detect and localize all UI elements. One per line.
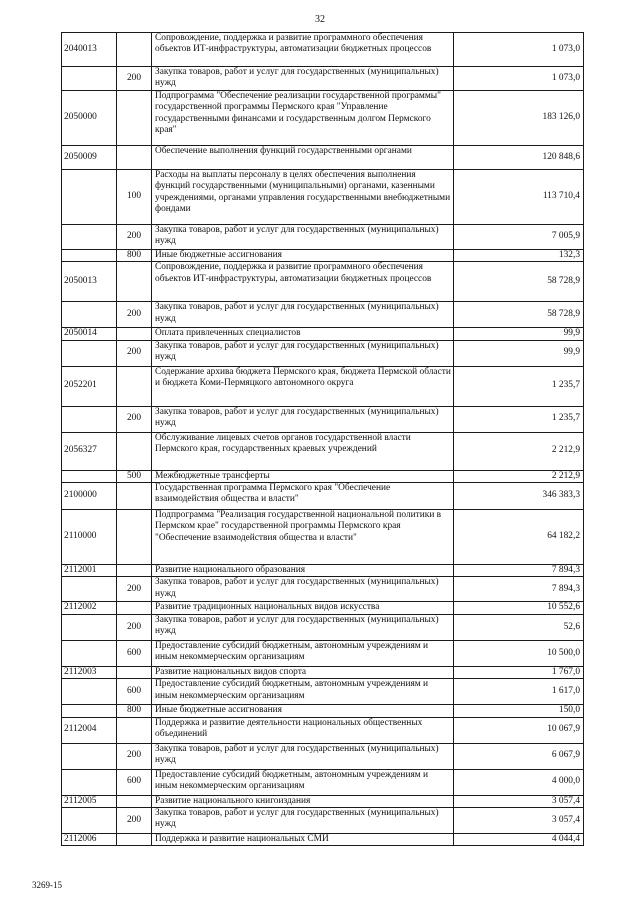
name-cell: Поддержка и развитие деятельности национальных общественных объединений bbox=[152, 717, 454, 743]
name-cell: Оплата привлеченных специалистов bbox=[152, 328, 454, 340]
code-cell bbox=[62, 67, 117, 91]
amount-cell: 1 617,0 bbox=[454, 679, 584, 705]
name-cell: Закупка товаров, работ и услуг для государственных (муниципальных) нужд bbox=[152, 808, 454, 834]
expense-type-cell bbox=[117, 510, 152, 565]
expense-type-cell bbox=[117, 328, 152, 340]
table-row bbox=[62, 602, 584, 614]
table-row bbox=[62, 577, 584, 602]
table-row bbox=[62, 432, 584, 470]
amount-cell: 10 067,9 bbox=[454, 717, 584, 743]
amount-cell: 183 126,0 bbox=[454, 90, 584, 145]
amount-cell: 7 005,9 bbox=[454, 224, 584, 249]
expense-type-cell: 200 bbox=[117, 577, 152, 602]
table-row bbox=[62, 366, 584, 406]
code-cell: 2056327 bbox=[62, 432, 117, 470]
amount-cell: 1 767,0 bbox=[454, 666, 584, 678]
code-cell bbox=[62, 470, 117, 482]
code-cell bbox=[62, 224, 117, 249]
table-row bbox=[62, 834, 584, 846]
expense-type-cell bbox=[117, 262, 152, 302]
table-row bbox=[62, 33, 584, 67]
expense-type-cell: 200 bbox=[117, 743, 152, 769]
expense-type-cell bbox=[117, 717, 152, 743]
code-cell bbox=[62, 679, 117, 705]
expense-type-cell bbox=[117, 432, 152, 470]
table-row bbox=[62, 614, 584, 640]
table-row bbox=[62, 743, 584, 769]
amount-cell: 113 710,4 bbox=[454, 169, 584, 224]
expense-type-cell bbox=[117, 666, 152, 678]
name-cell: Закупка товаров, работ и услуг для государственных (муниципальных) нужд bbox=[152, 224, 454, 249]
expense-type-cell: 800 bbox=[117, 249, 152, 261]
code-cell: 2112004 bbox=[62, 717, 117, 743]
table-row bbox=[62, 406, 584, 432]
code-cell: 2040013 bbox=[62, 33, 117, 67]
expense-type-cell bbox=[117, 602, 152, 614]
amount-cell: 4 000,0 bbox=[454, 769, 584, 795]
amount-cell: 132,3 bbox=[454, 249, 584, 261]
expense-type-cell: 200 bbox=[117, 224, 152, 249]
table-row bbox=[62, 340, 584, 366]
amount-cell: 99,9 bbox=[454, 328, 584, 340]
name-cell: Сопровождение, поддержка и развитие программного обеспечения объектов ИТ-инфраструктуры, автоматизации бюджетных процессов bbox=[152, 262, 454, 302]
expense-type-cell: 600 bbox=[117, 679, 152, 705]
amount-cell: 64 182,2 bbox=[454, 510, 584, 565]
name-cell: Обеспечение выполнения функций государственными органами bbox=[152, 145, 454, 169]
code-cell bbox=[62, 406, 117, 432]
code-cell: 2052201 bbox=[62, 366, 117, 406]
code-cell bbox=[62, 743, 117, 769]
amount-cell: 1 073,0 bbox=[454, 67, 584, 91]
amount-cell: 6 067,9 bbox=[454, 743, 584, 769]
name-cell: Развитие традиционных национальных видов искусства bbox=[152, 602, 454, 614]
expense-type-cell bbox=[117, 90, 152, 145]
expense-type-cell: 800 bbox=[117, 705, 152, 717]
expense-type-cell: 200 bbox=[117, 808, 152, 834]
code-cell: 2050000 bbox=[62, 90, 117, 145]
code-cell bbox=[62, 769, 117, 795]
table-row bbox=[62, 302, 584, 328]
name-cell: Закупка товаров, работ и услуг для государственных (муниципальных) нужд bbox=[152, 302, 454, 328]
table-row bbox=[62, 145, 584, 169]
name-cell: Сопровождение, поддержка и развитие программного обеспечения объектов ИТ-инфраструктуры, автоматизации бюджетных процессов bbox=[152, 33, 454, 67]
expense-type-cell: 500 bbox=[117, 470, 152, 482]
name-cell: Межбюджетные трансферты bbox=[152, 470, 454, 482]
code-cell: 2100000 bbox=[62, 483, 117, 510]
code-cell: 2050013 bbox=[62, 262, 117, 302]
name-cell: Закупка товаров, работ и услуг для государственных (муниципальных) нужд bbox=[152, 743, 454, 769]
table-row bbox=[62, 679, 584, 705]
expense-type-cell bbox=[117, 483, 152, 510]
expense-type-cell bbox=[117, 145, 152, 169]
expense-type-cell bbox=[117, 834, 152, 846]
table-row bbox=[62, 90, 584, 145]
amount-cell: 99,9 bbox=[454, 340, 584, 366]
amount-cell: 2 212,9 bbox=[454, 432, 584, 470]
table-row bbox=[62, 249, 584, 261]
table-row bbox=[62, 169, 584, 224]
budget-table-body bbox=[62, 33, 584, 846]
name-cell: Закупка товаров, работ и услуг для государственных (муниципальных) нужд bbox=[152, 340, 454, 366]
name-cell: Предоставление субсидий бюджетным, автономным учреждениям и иным некоммерческим организациям bbox=[152, 679, 454, 705]
code-cell bbox=[62, 302, 117, 328]
code-cell: 2112003 bbox=[62, 666, 117, 678]
amount-cell: 4 044,4 bbox=[454, 834, 584, 846]
name-cell: Иные бюджетные ассигнования bbox=[152, 705, 454, 717]
code-cell: 2050014 bbox=[62, 328, 117, 340]
expense-type-cell: 200 bbox=[117, 614, 152, 640]
code-cell: 2112005 bbox=[62, 795, 117, 807]
name-cell: Развитие национального книгоиздания bbox=[152, 795, 454, 807]
code-cell bbox=[62, 614, 117, 640]
amount-cell: 3 057,4 bbox=[454, 808, 584, 834]
table-row bbox=[62, 483, 584, 510]
table-row bbox=[62, 808, 584, 834]
amount-cell: 1 235,7 bbox=[454, 366, 584, 406]
document-footer-code: 3269-15 bbox=[32, 880, 62, 890]
expense-type-cell bbox=[117, 565, 152, 577]
name-cell: Обслуживание лицевых счетов органов государственной власти Пермского края, государственных краевых учреждений bbox=[152, 432, 454, 470]
code-cell bbox=[62, 340, 117, 366]
amount-cell: 58 728,9 bbox=[454, 302, 584, 328]
code-cell bbox=[62, 249, 117, 261]
amount-cell: 2 212,9 bbox=[454, 470, 584, 482]
table-row bbox=[62, 262, 584, 302]
expense-type-cell: 200 bbox=[117, 302, 152, 328]
expense-type-cell: 200 bbox=[117, 406, 152, 432]
code-cell: 2112006 bbox=[62, 834, 117, 846]
table-row bbox=[62, 705, 584, 717]
name-cell: Закупка товаров, работ и услуг для государственных (муниципальных) нужд bbox=[152, 614, 454, 640]
expense-type-cell: 600 bbox=[117, 769, 152, 795]
table-row bbox=[62, 717, 584, 743]
code-cell: 2112002 bbox=[62, 602, 117, 614]
expense-type-cell: 200 bbox=[117, 67, 152, 91]
table-row bbox=[62, 666, 584, 678]
table-row bbox=[62, 769, 584, 795]
name-cell: Подпрограмма "Реализация государственной национальной политики в Пермском крае" государственной программы Пермского края "Обеспечение взаимодействия общества и власти" bbox=[152, 510, 454, 565]
expense-type-cell bbox=[117, 795, 152, 807]
expense-type-cell bbox=[117, 33, 152, 67]
name-cell: Подпрограмма "Обеспечение реализации государственной программы" государственной программы Пермского края "Управление государственными финансами и государственным долгом Пермского края" bbox=[152, 90, 454, 145]
amount-cell: 10 500,0 bbox=[454, 640, 584, 666]
code-cell: 2110000 bbox=[62, 510, 117, 565]
name-cell: Предоставление субсидий бюджетным, автономным учреждениям и иным некоммерческим организациям bbox=[152, 640, 454, 666]
amount-cell: 120 848,6 bbox=[454, 145, 584, 169]
amount-cell: 52,6 bbox=[454, 614, 584, 640]
amount-cell: 7 894,3 bbox=[454, 577, 584, 602]
table-row bbox=[62, 565, 584, 577]
name-cell: Развитие национального образования bbox=[152, 565, 454, 577]
table-row bbox=[62, 224, 584, 249]
page-number: 32 bbox=[315, 14, 325, 25]
expense-type-cell: 600 bbox=[117, 640, 152, 666]
table-row bbox=[62, 470, 584, 482]
name-cell: Иные бюджетные ассигнования bbox=[152, 249, 454, 261]
table-row bbox=[62, 510, 584, 565]
table-row bbox=[62, 328, 584, 340]
name-cell: Расходы на выплаты персоналу в целях обеспечения выполнения функций государственными (муниципальными) органами, казенными учреждениями, органами управления государственными внебюджетными фондами bbox=[152, 169, 454, 224]
amount-cell: 58 728,9 bbox=[454, 262, 584, 302]
name-cell: Закупка товаров, работ и услуг для государственных (муниципальных) нужд bbox=[152, 577, 454, 602]
code-cell bbox=[62, 705, 117, 717]
name-cell: Развитие национальных видов спорта bbox=[152, 666, 454, 678]
table-row bbox=[62, 795, 584, 807]
budget-table bbox=[61, 32, 584, 846]
code-cell bbox=[62, 577, 117, 602]
amount-cell: 346 383,3 bbox=[454, 483, 584, 510]
code-cell: 2050009 bbox=[62, 145, 117, 169]
expense-type-cell: 200 bbox=[117, 340, 152, 366]
amount-cell: 1 235,7 bbox=[454, 406, 584, 432]
code-cell bbox=[62, 808, 117, 834]
name-cell: Закупка товаров, работ и услуг для государственных (муниципальных) нужд bbox=[152, 67, 454, 91]
name-cell: Государственная программа Пермского края "Обеспечение взаимодействия общества и власти" bbox=[152, 483, 454, 510]
amount-cell: 1 073,0 bbox=[454, 33, 584, 67]
code-cell bbox=[62, 640, 117, 666]
expense-type-cell bbox=[117, 366, 152, 406]
code-cell bbox=[62, 169, 117, 224]
name-cell: Поддержка и развитие национальных СМИ bbox=[152, 834, 454, 846]
table-row bbox=[62, 67, 584, 91]
name-cell: Содержание архива бюджета Пермского края, бюджета Пермской области и бюджета Коми-Пермяцкого автономного округа bbox=[152, 366, 454, 406]
name-cell: Предоставление субсидий бюджетным, автономным учреждениям и иным некоммерческим организациям bbox=[152, 769, 454, 795]
amount-cell: 7 894,3 bbox=[454, 565, 584, 577]
code-cell: 2112001 bbox=[62, 565, 117, 577]
amount-cell: 3 057,4 bbox=[454, 795, 584, 807]
amount-cell: 10 552,6 bbox=[454, 602, 584, 614]
amount-cell: 150,0 bbox=[454, 705, 584, 717]
name-cell: Закупка товаров, работ и услуг для государственных (муниципальных) нужд bbox=[152, 406, 454, 432]
expense-type-cell: 100 bbox=[117, 169, 152, 224]
table-row bbox=[62, 640, 584, 666]
